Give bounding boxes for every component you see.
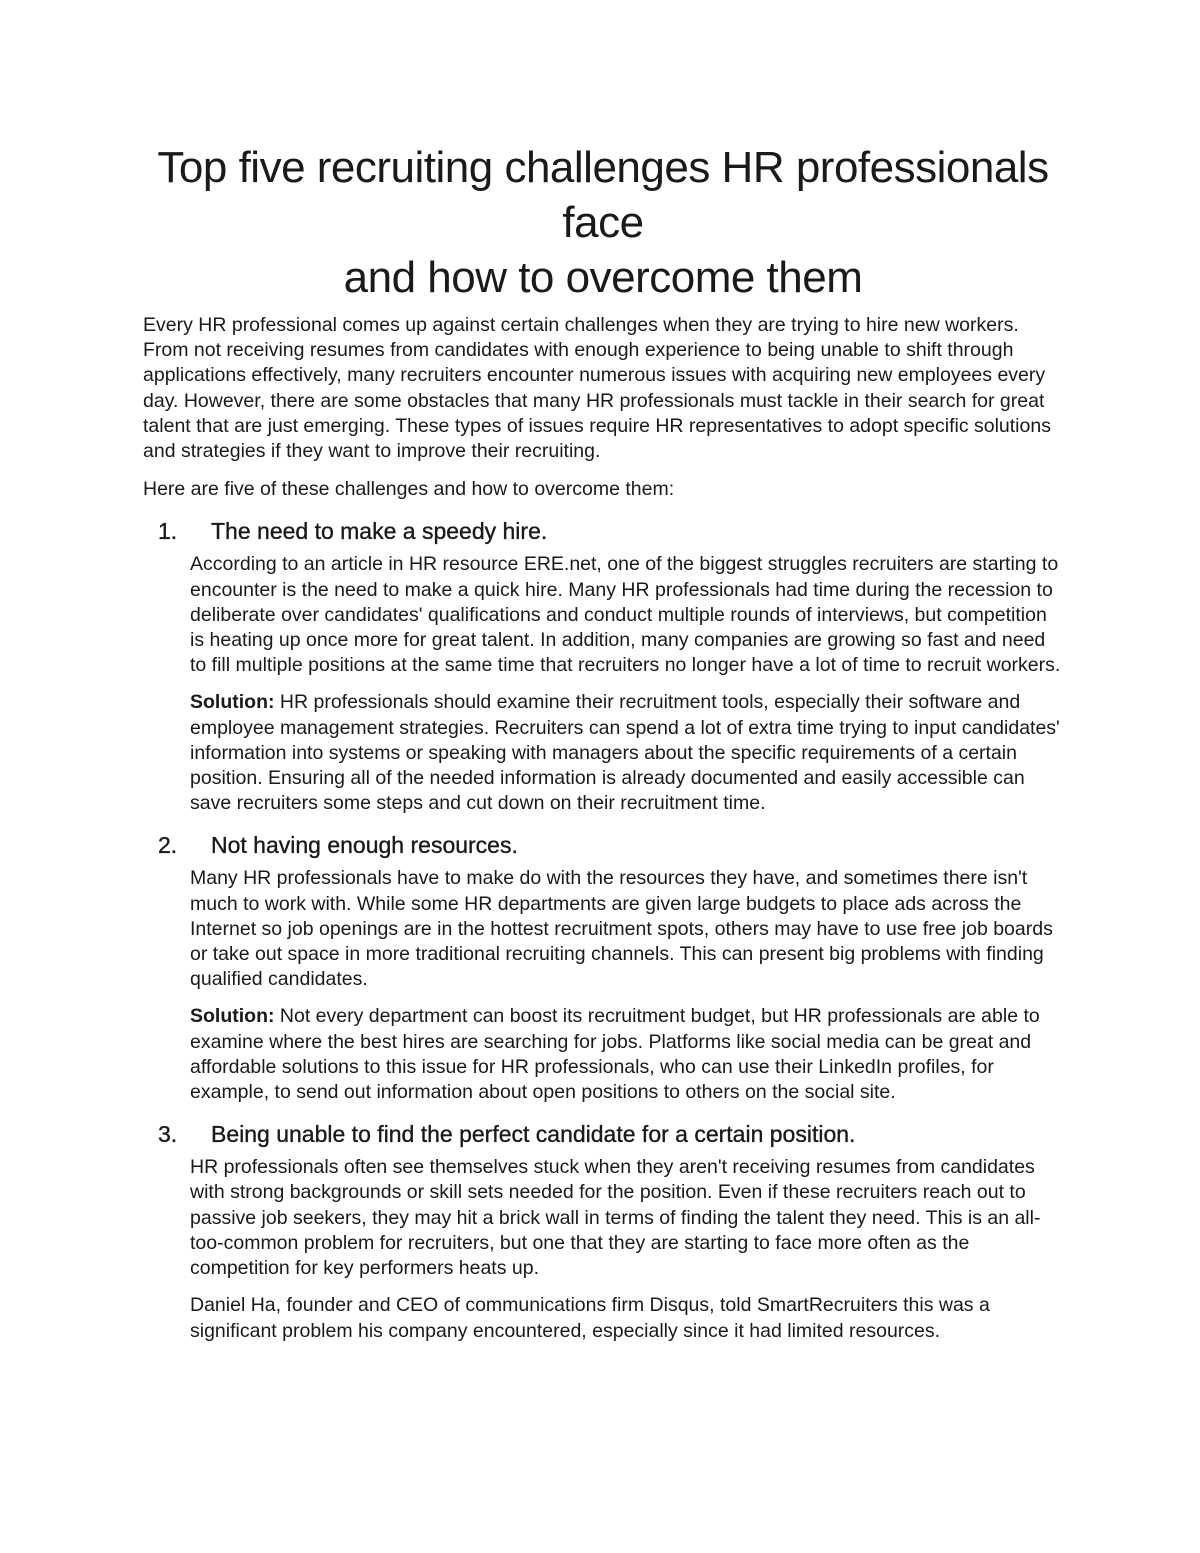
solution-paragraph — [190, 690, 1063, 816]
section-paragraph-2: Daniel Ha, founder and CEO of communications firm Disqus, told SmartRecruiters this was a significant problem his company encountered, especially since it had limited resources. — [190, 1294, 990, 1342]
section-number: 3. — [158, 1121, 178, 1148]
section-number: 1. — [158, 518, 178, 545]
section-heading — [143, 1119, 1063, 1149]
section-body — [143, 866, 1063, 1105]
section-title: Not having enough resources. — [211, 832, 518, 859]
solution-text: Not every department can boost its recruitment budget, but HR professionals are able to examine where the best hires are searching for jobs. Platforms like social media can be great and affordable solutions to this issue for HR professionals, who can use their LinkedIn profiles, for example, to send out information about open positions to others on the social site. — [190, 1005, 1040, 1104]
challenge-section-3 — [143, 1119, 1063, 1343]
section-body — [143, 552, 1063, 816]
section-heading — [143, 830, 1063, 860]
solution-label: Solution: — [190, 1005, 275, 1028]
section-heading — [143, 516, 1063, 546]
lead-sentence: Here are five of these challenges and how to overcome them: — [143, 478, 675, 501]
solution-label: Solution: — [190, 691, 275, 714]
section-paragraph: According to an article in HR resource ERE.net, one of the biggest struggles recruiters are starting to encounter is the need to make a quick hire. Many HR professionals had time during the recession to deliberate over candidates' qualifications and conduct multiple rounds of interviews, but competition is heating up once more for great talent. In addition, many companies are growing so fast and need to fill multiple positions at the same time that recruiters no longer have a lot of time to recruit workers. — [190, 553, 1061, 677]
section-paragraph: Many HR professionals have to make do with the resources they have, and sometimes there isn't much to work with. While some HR departments are given large budgets to place ads across the Internet so job openings are in the hottest recruitment spots, others may have to use free job boards or take out space in more traditional recruiting channels. This can present big problems with finding qualified candidates. — [190, 867, 1053, 991]
title-line-1: Top five recruiting challenges HR professionals face — [157, 143, 1049, 247]
section-body — [143, 1155, 1063, 1343]
challenge-section-1 — [143, 516, 1063, 816]
section-paragraph: HR professionals often see themselves stuck when they aren't receiving resumes from candidates with strong backgrounds or skill sets needed for the position. Even if these recruiters reach out to passive job seekers, they may hit a brick wall in terms of finding the talent they need. This is an all-too-common problem for recruiters, but one that they are starting to face more often as the competition for key performers heats up. — [190, 1156, 1041, 1280]
document-page — [143, 140, 1063, 1344]
section-number: 2. — [158, 832, 178, 859]
solution-paragraph — [190, 1004, 1063, 1105]
solution-text: HR professionals should examine their recruitment tools, especially their software and employee management strategies. Recruiters can spend a lot of extra time trying to input candidates' information into systems or speaking with managers about the specific requirements of a certain position. Ensuring all of the needed information is already documented and easily accessible can save recruiters some steps and cut down on their recruitment time. — [190, 691, 1060, 815]
section-title: The need to make a speedy hire. — [211, 518, 548, 545]
title-line-2: and how to overcome them — [343, 253, 863, 302]
challenge-section-2 — [143, 830, 1063, 1105]
intro-paragraph: Every HR professional comes up against certain challenges when they are trying to hire new workers. From not receiving resumes from candidates with enough experience to being unable to shift through applications effectively, many recruiters encounter numerous issues with acquiring new employees every day. However, there are some obstacles that many HR professionals must tackle in their search for great talent that are just emerging. These types of issues require HR representatives to adopt specific solutions and strategies if they want to improve their recruiting. — [143, 314, 1051, 463]
document-title — [143, 140, 1063, 305]
section-title: Being unable to find the perfect candidate for a certain position. — [211, 1121, 856, 1148]
